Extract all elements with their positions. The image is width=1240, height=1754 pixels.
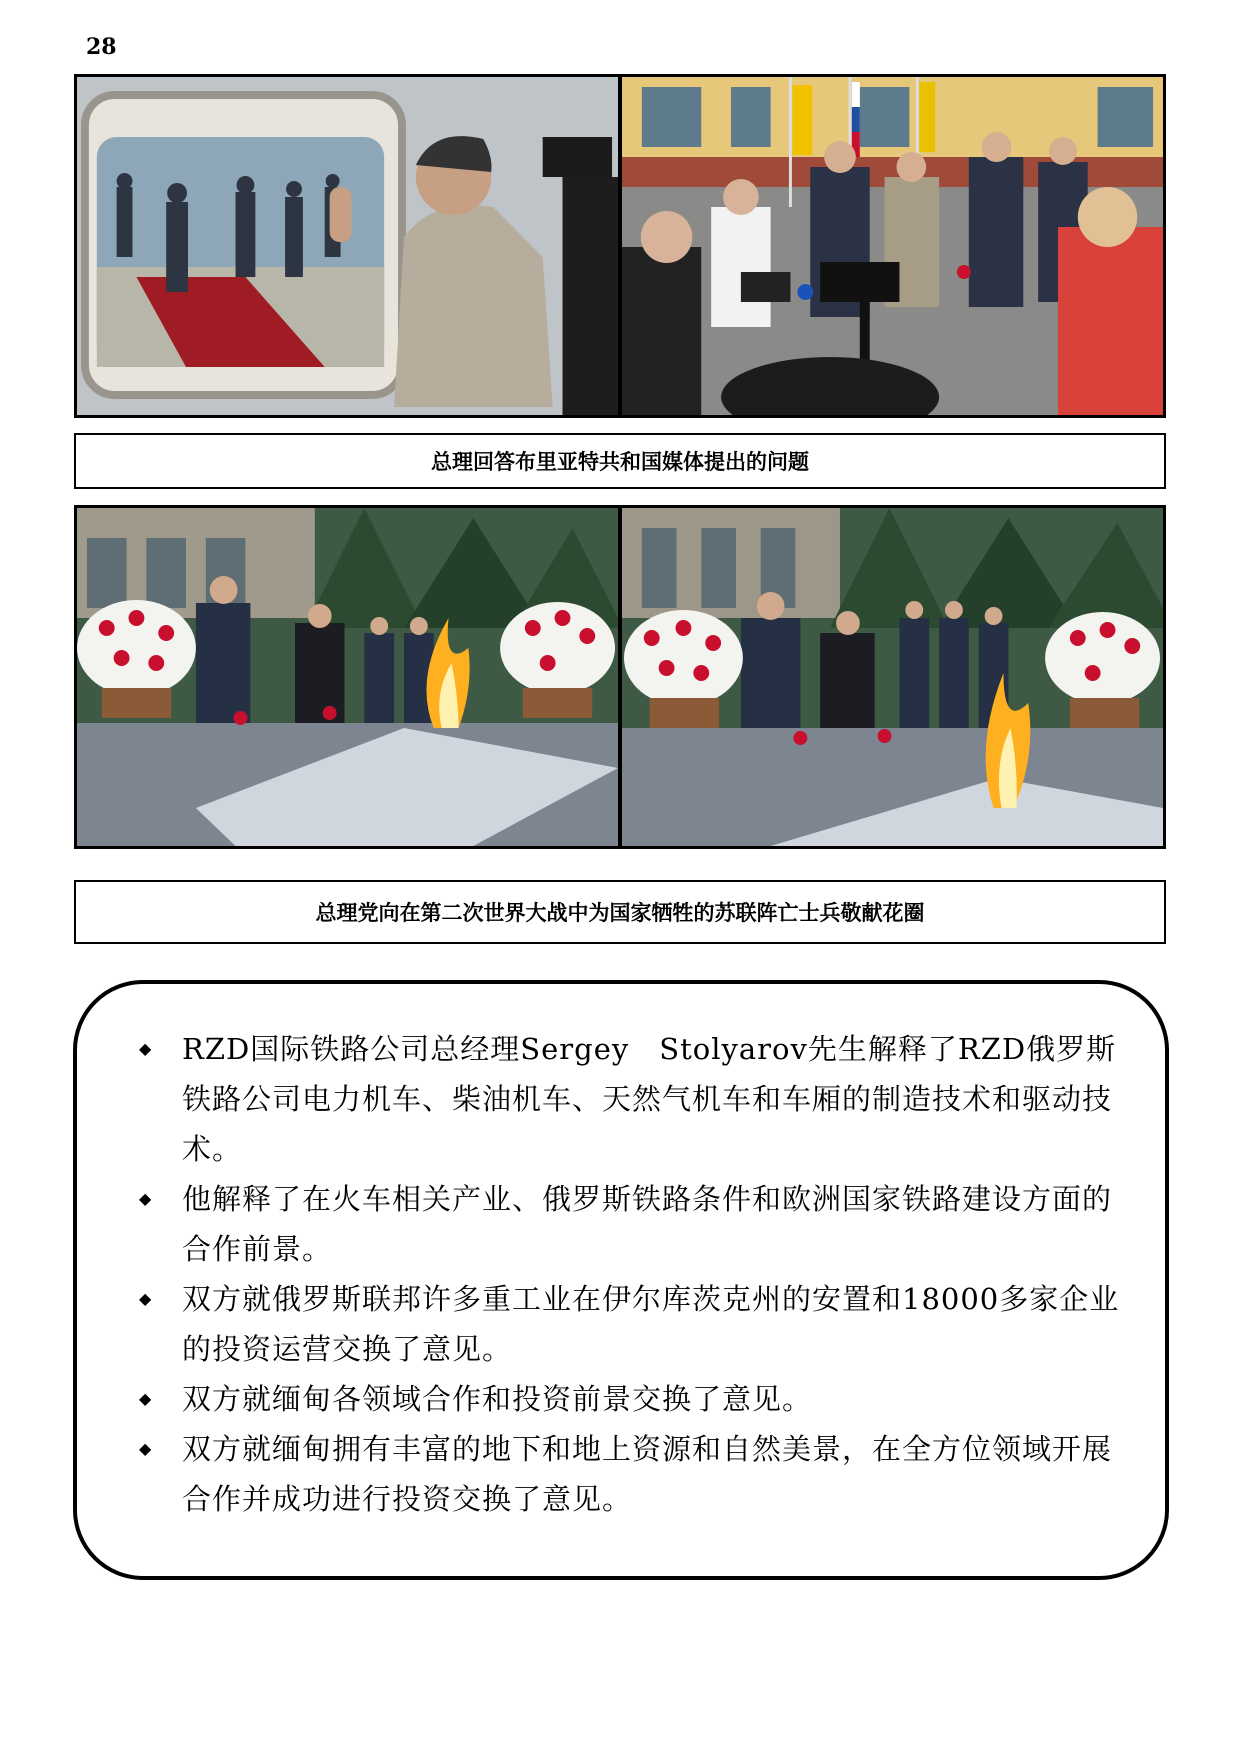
caption-top: 总理回答布里亚特共和国媒体提出的问题 xyxy=(74,433,1166,489)
note-text: 双方就俄罗斯联邦许多重工业在伊尔库茨克州的安置和18000多家企业的投资运营交换了意见。 xyxy=(182,1282,1120,1366)
diamond-bullet-icon: ◆ xyxy=(139,1389,153,1408)
photo-eternal-flame-right xyxy=(622,508,1163,846)
diamond-bullet-icon: ◆ xyxy=(139,1289,153,1308)
page-number: 28 xyxy=(86,34,117,60)
diamond-bullet-icon: ◆ xyxy=(139,1439,153,1458)
photo-eternal-flame-left xyxy=(77,508,618,846)
photo-press-interview xyxy=(622,77,1163,415)
note-text: 双方就缅甸拥有丰富的地下和地上资源和自然美景，在全方位领域开展合作并成功进行投资交换了意见。 xyxy=(182,1432,1113,1516)
list-item xyxy=(111,1274,1125,1374)
photo-row-top xyxy=(74,74,1166,418)
list-item xyxy=(111,1374,1125,1424)
note-text: 他解释了在火车相关产业、俄罗斯铁路条件和欧洲国家铁路建设方面的合作前景。 xyxy=(182,1182,1113,1266)
caption-bottom: 总理党向在第二次世界大战中为国家牺牲的苏联阵亡士兵敬献花圈 xyxy=(74,880,1166,944)
photo-row-bottom xyxy=(74,505,1166,849)
meeting-notes-box xyxy=(73,980,1169,1580)
list-item xyxy=(111,1024,1125,1174)
note-text: 双方就缅甸各领域合作和投资前景交换了意见。 xyxy=(182,1382,813,1416)
meeting-notes-list xyxy=(111,1024,1125,1524)
note-text: RZD国际铁路公司总经理Sergey Stolyarov先生解释了RZD俄罗斯铁路公司电力机车、柴油机车、天然气机车和车厢的制造技术和驱动技术。 xyxy=(182,1032,1117,1166)
photo-train-window-wave xyxy=(77,77,618,415)
diamond-bullet-icon: ◆ xyxy=(139,1189,153,1208)
list-item xyxy=(111,1424,1125,1524)
diamond-bullet-icon: ◆ xyxy=(139,1039,153,1058)
list-item xyxy=(111,1174,1125,1274)
